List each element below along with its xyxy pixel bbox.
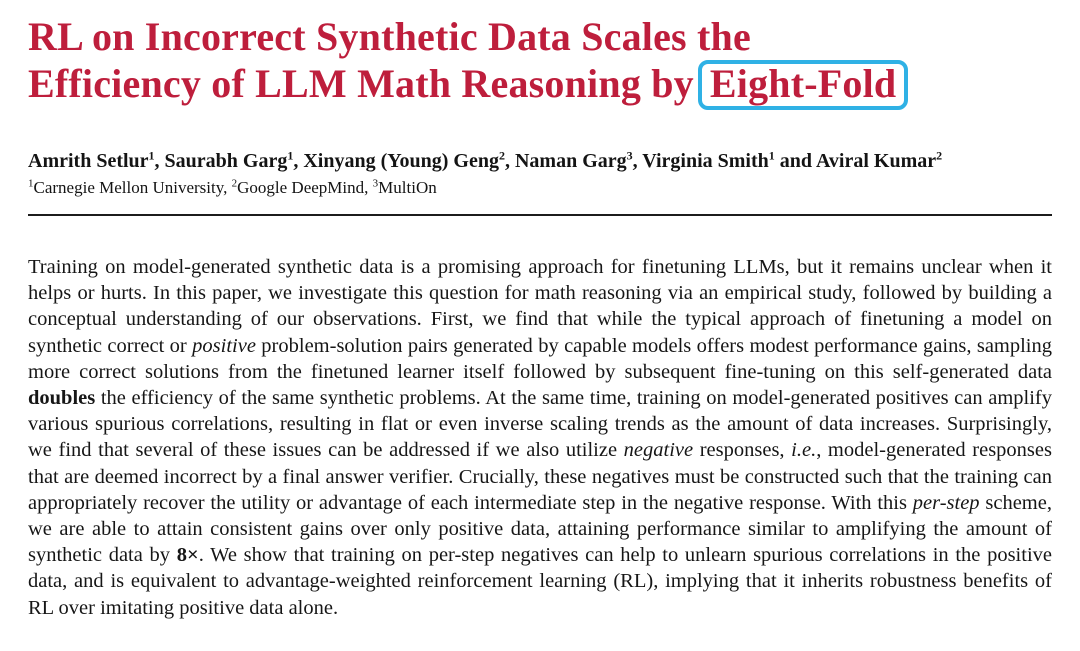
title-line-2 xyxy=(28,60,1052,110)
affiliation xyxy=(232,178,373,197)
author xyxy=(515,150,642,172)
title-line-1: RL on Incorrect Synthetic Data Scales the xyxy=(28,14,751,59)
affiliation-sup: 1 xyxy=(28,177,34,190)
author xyxy=(165,150,304,172)
author xyxy=(816,150,942,172)
author-affil-sup: 1 xyxy=(148,148,155,163)
author-name: Virginia Smith xyxy=(642,150,769,172)
affiliation-line xyxy=(28,178,1052,198)
author-separator: , xyxy=(632,150,643,172)
author-separator: , xyxy=(504,150,515,172)
affiliation xyxy=(28,178,232,197)
abstract-segment-bold: 8× xyxy=(176,544,199,567)
abstract-segment: scheme, we are able to attain consistent gains over only positive data, attaining performance similar to amplifying the amount of synthetic data by xyxy=(28,491,1052,567)
abstract-segment-italic: positive xyxy=(192,334,256,357)
author-name: Saurabh Garg xyxy=(164,150,288,172)
abstract-segment-italic: negative xyxy=(623,439,694,462)
author xyxy=(303,150,515,172)
affiliation-separator: , xyxy=(223,178,232,197)
author xyxy=(28,150,165,172)
author-line xyxy=(28,150,1052,173)
abstract-segment: Training on model-generated synthetic data is a promising approach for finetuning LLMs, but it remains unclear when it helps or hurts. In this paper, we investigate this question for math reasoning via an empirical study, followed by building a conceptual understanding of our observations. First, we find that while the typical approach of finetuning a model on synthetic correct or xyxy=(28,256,1052,357)
abstract-segment-bold: doubles xyxy=(28,387,96,410)
author-name: Amrith Setlur xyxy=(28,150,149,172)
affiliation-name: Carnegie Mellon University xyxy=(33,178,224,197)
title-line-2-text: Efficiency of LLM Math Reasoning by xyxy=(28,61,694,106)
abstract-segment: problem-solution pairs generated by capable models offers modest performance gains, sampling more correct solutions from the finetuned learner itself followed by subsequent fine-tuning on this self-generated data xyxy=(28,334,1053,383)
author-affil-sup: 3 xyxy=(626,148,633,163)
author-separator: and xyxy=(774,150,816,172)
author-name: Aviral Kumar xyxy=(815,150,937,172)
affiliation-name: MultiOn xyxy=(378,178,437,197)
author xyxy=(642,150,816,172)
paper-title xyxy=(28,14,1052,110)
affiliation-name: Google DeepMind xyxy=(237,178,365,197)
affiliation-sup: 3 xyxy=(372,177,379,190)
author-affil-sup: 1 xyxy=(287,148,294,163)
affiliation-sup: 2 xyxy=(231,177,238,190)
author-affil-sup: 2 xyxy=(498,148,505,163)
abstract-segment: , model-generated responses that are deemed incorrect by a final answer verifier. Crucially, these negatives must be constructed such that the training can appropriately recover the utility or advantage of each intermediate step in the negative response. With this xyxy=(28,439,1052,514)
affiliation-separator: , xyxy=(364,178,373,197)
abstract-segment: the efficiency of the same synthetic problems. At the same time, training on model-generated positives can amplify various spurious correlations, resulting in flat or even inverse scaling trends as the amount of data increases. Surprisingly, we find that several of these issues can be addressed if we also utilize xyxy=(28,387,1052,462)
author-affil-sup: 2 xyxy=(936,148,943,163)
abstract-segment: responses, xyxy=(693,439,792,462)
abstract-segment: . We show that training on per-step negatives can help to unlearn spurious correlations in the positive data, and is equivalent to advantage-weighted reinforcement learning (RL), implying that it inherits robustness benefits of RL over imitating positive data alone. xyxy=(28,544,1052,619)
divider-rule xyxy=(28,214,1052,216)
title-highlight-text: Eight-Fold xyxy=(709,61,897,106)
author-affil-sup: 1 xyxy=(768,148,775,163)
affiliation xyxy=(373,178,437,197)
author-name: Naman Garg xyxy=(514,150,627,172)
abstract-segment-italic: per-step xyxy=(912,491,980,514)
author-separator: , xyxy=(293,150,304,172)
author-name: Xinyang (Young) Geng xyxy=(303,150,499,172)
abstract-segment-italic: i.e. xyxy=(791,439,817,462)
author-separator: , xyxy=(154,150,165,172)
abstract-paragraph xyxy=(28,254,1052,621)
title-highlight-box xyxy=(698,60,908,110)
